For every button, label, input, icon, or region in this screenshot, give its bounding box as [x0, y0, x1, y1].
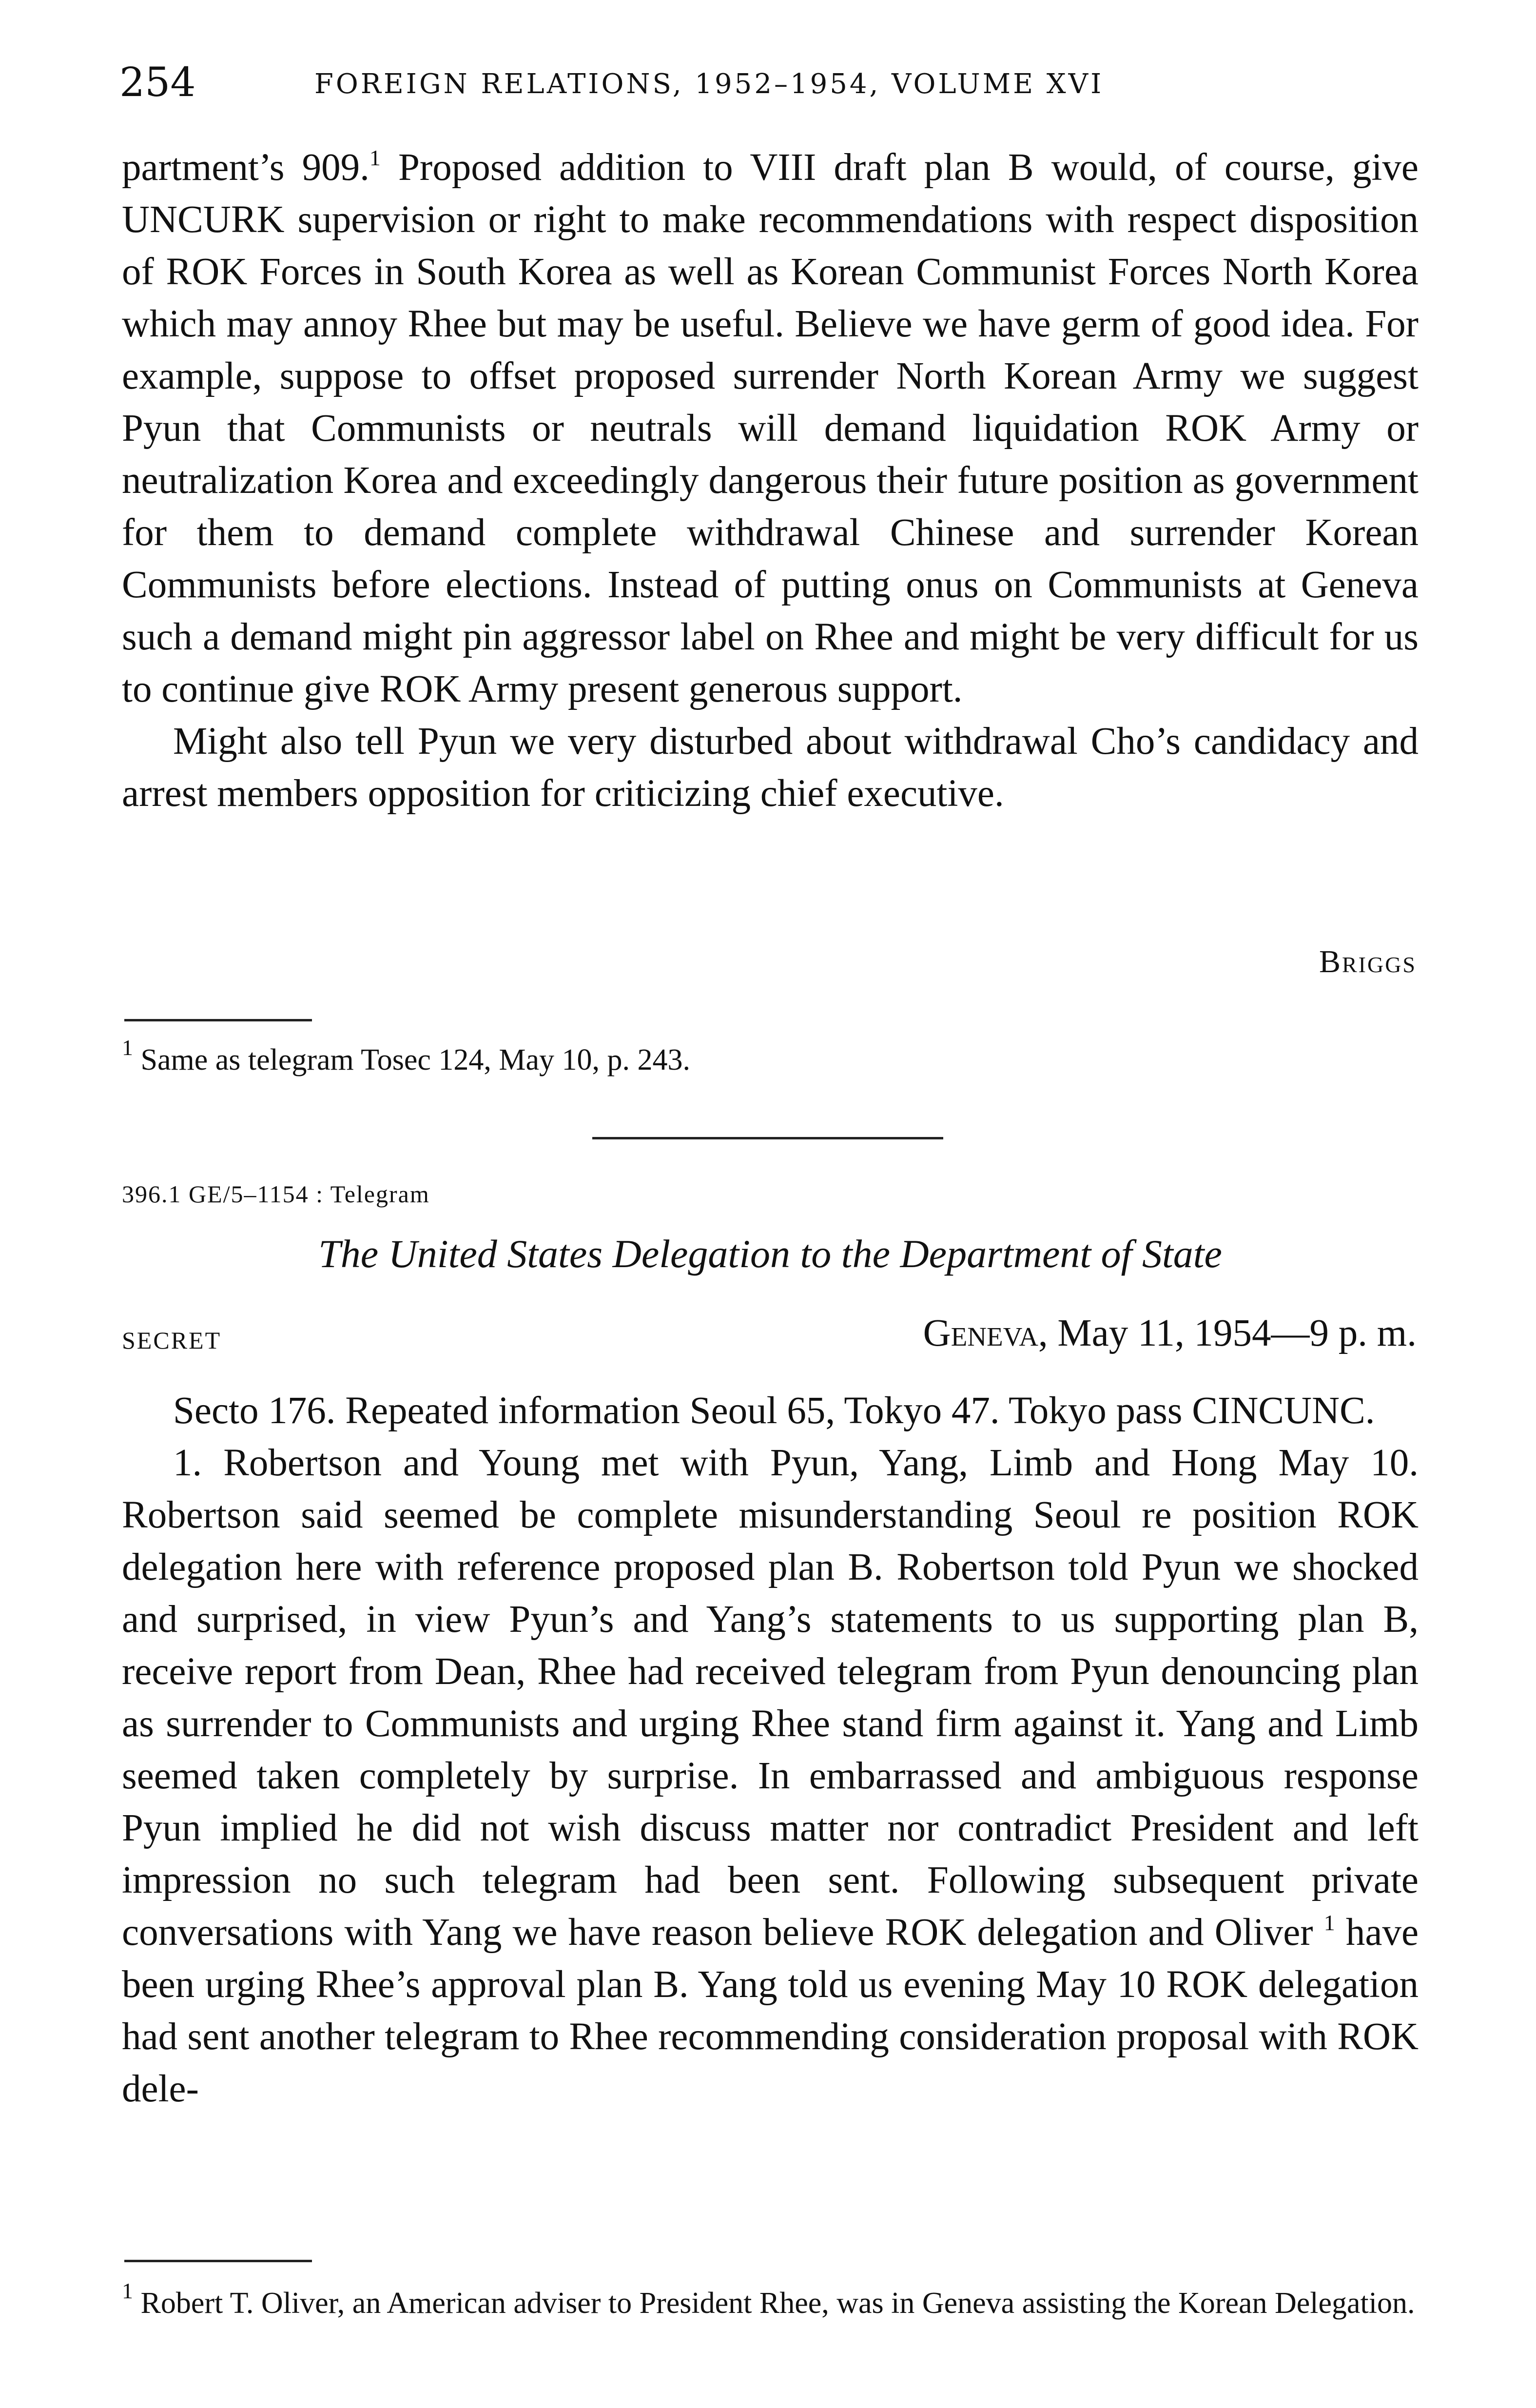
footnote-text: Robert T. Oliver, an American adviser to President Rhee, was in Geneva assisting the Korean Delegation. — [140, 2287, 1415, 2320]
file-reference: 396.1 GE/5–1154 : Telegram — [122, 1180, 430, 1208]
running-head — [119, 54, 1421, 112]
page-number: 254 — [119, 59, 196, 106]
footnote-divider — [124, 1019, 312, 1021]
footnote-reference: 1 — [369, 145, 381, 170]
first-document-footnote — [122, 1035, 1419, 1077]
document-separator — [592, 1137, 943, 1139]
dateline-place: Geneva — [923, 1312, 1038, 1354]
first-document-body — [122, 141, 1419, 820]
paragraph-text: Proposed addition to VIII draft plan B would, of course, give UNCURK supervision or right to make recommendations with respect disposition of ROK Forces in South Korea as well as Korean Communist Forces North Korea which may annoy Rhee but may be useful. Believe we have germ of good idea. For example, suppose to offset proposed surrender North Korean Army we suggest Pyun that Communists or neutrals will demand liquidation ROK Army or neutralization Korea and exceedingly dangerous their future position as government for them to demand complete withdrawal Chinese and surrender Korean Communists before elections. Instead of putting onus on Communists at Geneva such a demand might pin aggressor label on Rhee and might be very difficult for us to continue give ROK Army present generous support. — [122, 146, 1419, 710]
paragraph-text: partment’s 909. — [122, 146, 369, 189]
footnote-reference: 1 — [1323, 1910, 1335, 1935]
first-document-paragraph-1 — [122, 141, 1419, 715]
document-title: The United States Delegation to the Department of State — [318, 1232, 1222, 1276]
footnote-marker: 1 — [122, 1035, 133, 1060]
second-document-body — [122, 1385, 1419, 2115]
footnote-marker: 1 — [122, 2278, 133, 2303]
footnote-divider — [124, 2260, 312, 2262]
second-document-footnote — [122, 2278, 1419, 2320]
classification-label: SECRET — [122, 1327, 222, 1354]
running-title: FOREIGN RELATIONS, 1952–1954, VOLUME XVI — [314, 68, 1104, 100]
signature: Briggs — [1319, 944, 1417, 979]
first-document-paragraph-2: Might also tell Pyun we very disturbed about withdrawal Cho’s candidacy and arrest members opposition for criticizing chief executive. — [122, 720, 1419, 815]
dateline-date: , May 11, 1954—9 p. m. — [1038, 1312, 1417, 1354]
paragraph-text: 1. Robertson and Young met with Pyun, Yang, Limb and Hong May 10. Robertson said seemed be complete misunderstanding Seoul re position ROK delegation here with reference proposed plan B. Robertson told Pyun we shocked and surprised, in view Pyun’s and Yang’s statements to us supporting plan B, receive report from Dean, Rhee had received telegram from Pyun denouncing plan as surrender to Communists and urging Rhee stand firm against it. Yang and Limb seemed taken completely by surprise. In embarrassed and ambiguous response Pyun implied he did not wish discuss matter nor contradict President and left impression no such telegram had been sent. Following subsequent private conversations with Yang we have reason believe ROK delegation and Oliver — [122, 1442, 1419, 1954]
paragraph-text: have been urging Rhee’s approval plan B. Yang told us evening May 10 ROK delegation had sent another telegram to Rhee recommending consideration proposal with ROK dele- — [122, 1911, 1419, 2110]
dateline — [923, 1312, 1417, 1355]
footnote-text: Same as telegram Tosec 124, May 10, p. 243. — [140, 1043, 691, 1077]
second-document-paragraph-1: Secto 176. Repeated information Seoul 65, Tokyo 47. Tokyo pass CINCUNC. — [173, 1390, 1375, 1432]
second-document-paragraph-2 — [122, 1437, 1419, 2115]
